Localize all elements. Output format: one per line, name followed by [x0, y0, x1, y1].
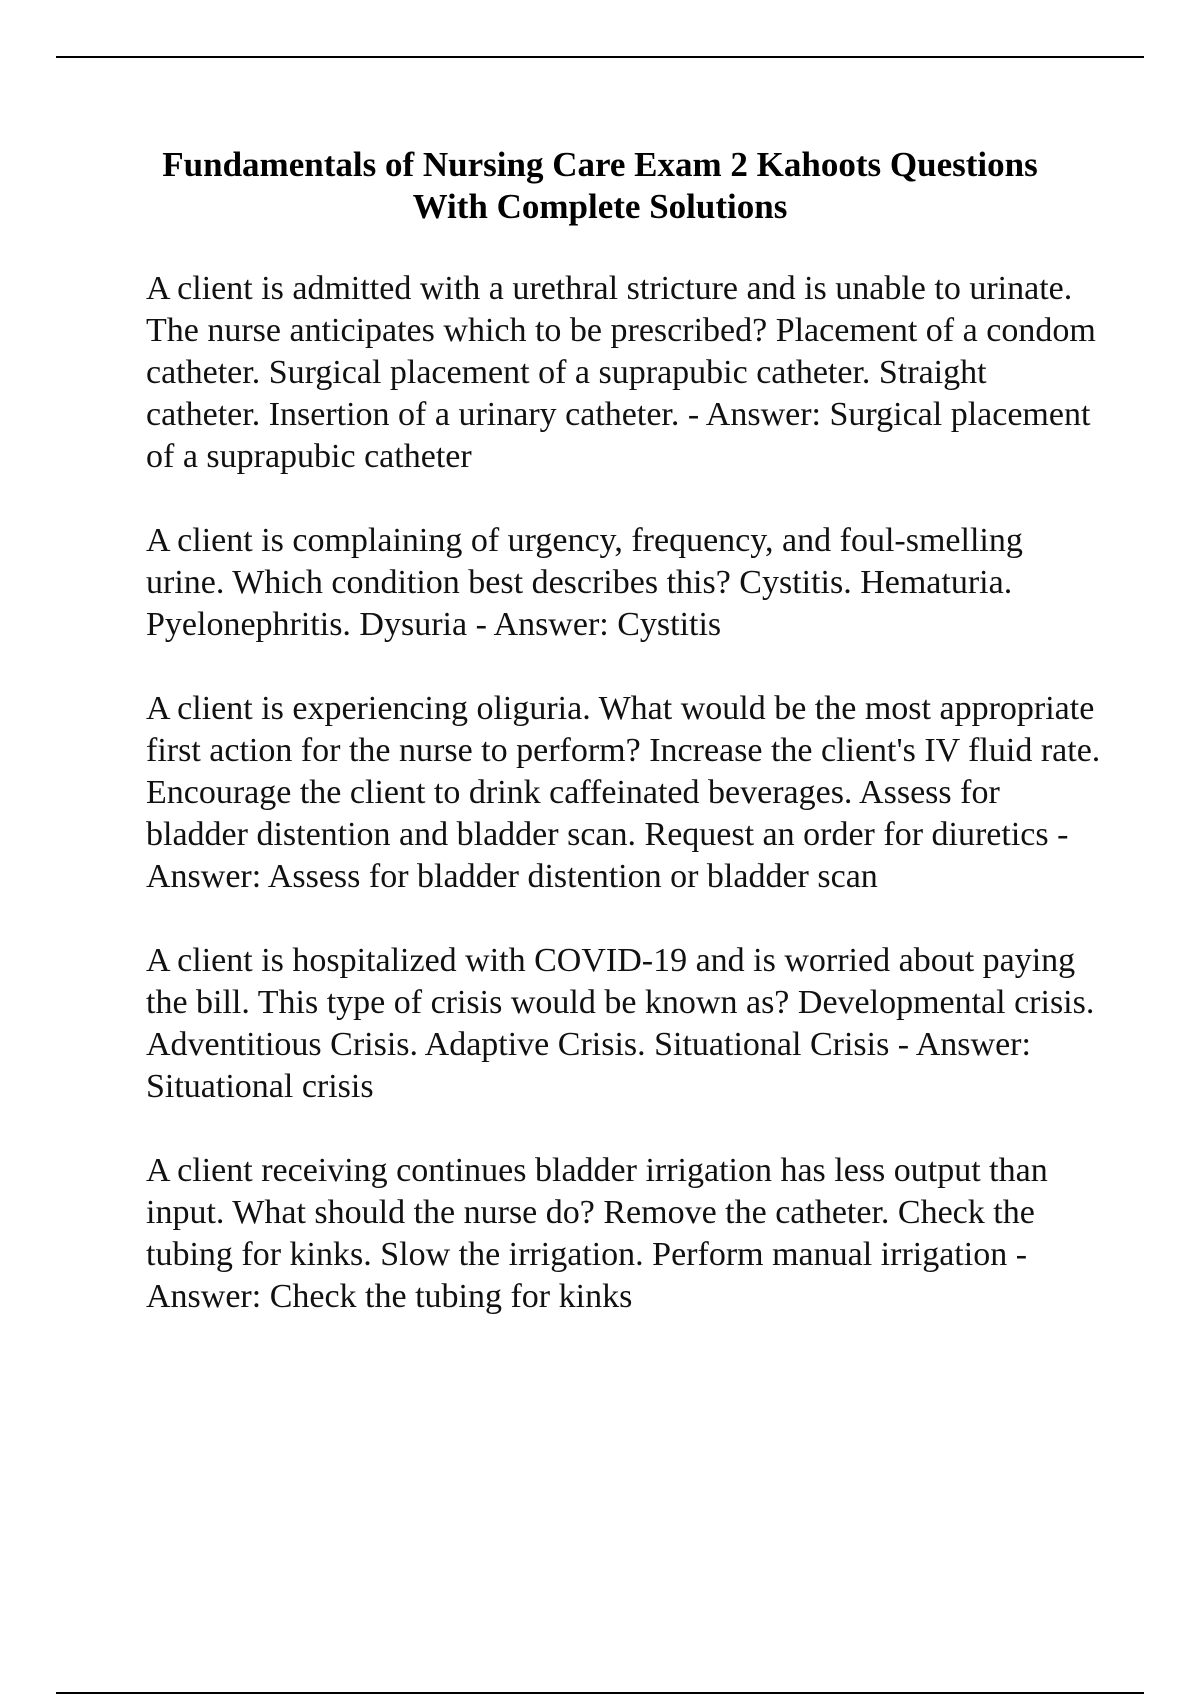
bottom-rule — [56, 1692, 1144, 1694]
question-item: A client is hospitalized with COVID-19 and is worried about paying the bill. This type of crisis would be known as? Developmental crisis. Adventitious Crisis. Adaptive Crisis. Situational Crisis - Answer: Situational crisis — [146, 942, 1095, 1105]
question-list — [146, 268, 1106, 1360]
question-item: A client is experiencing oliguria. What would be the most appropriate first action for the nurse to perform? Increase the client's IV fluid rate. Encourage the client to drink caffeinated beverages. Assess for bladder distention and bladder scan. Request an order for diuretics - Answer: Assess for bladder distention or bladder scan — [146, 690, 1101, 895]
top-rule — [56, 56, 1144, 58]
question-item: A client receiving continues bladder irrigation has less output than input. What should the nurse do? Remove the catheter. Check the tubing for kinks. Slow the irrigation. Perform manual irrigation - Answer: Check the tubing for kinks — [146, 1152, 1048, 1315]
question-item: A client is admitted with a urethral stricture and is unable to urinate. The nurse anticipates which to be prescribed? Placement of a condom catheter. Surgical placement of a suprapubic catheter. Straight catheter. Insertion of a urinary catheter. - Answer: Surgical placement of a suprapubic catheter — [146, 270, 1096, 475]
question-item: A client is complaining of urgency, frequency, and foul-smelling urine. Which condition best describes this? Cystitis. Hematuria. Pyelonephritis. Dysuria - Answer: Cystitis — [146, 522, 1023, 643]
title-line-1: Fundamentals of Nursing Care Exam 2 Kahoots Questions — [162, 145, 1038, 184]
document-title — [100, 144, 1100, 228]
title-line-2: With Complete Solutions — [412, 187, 788, 226]
